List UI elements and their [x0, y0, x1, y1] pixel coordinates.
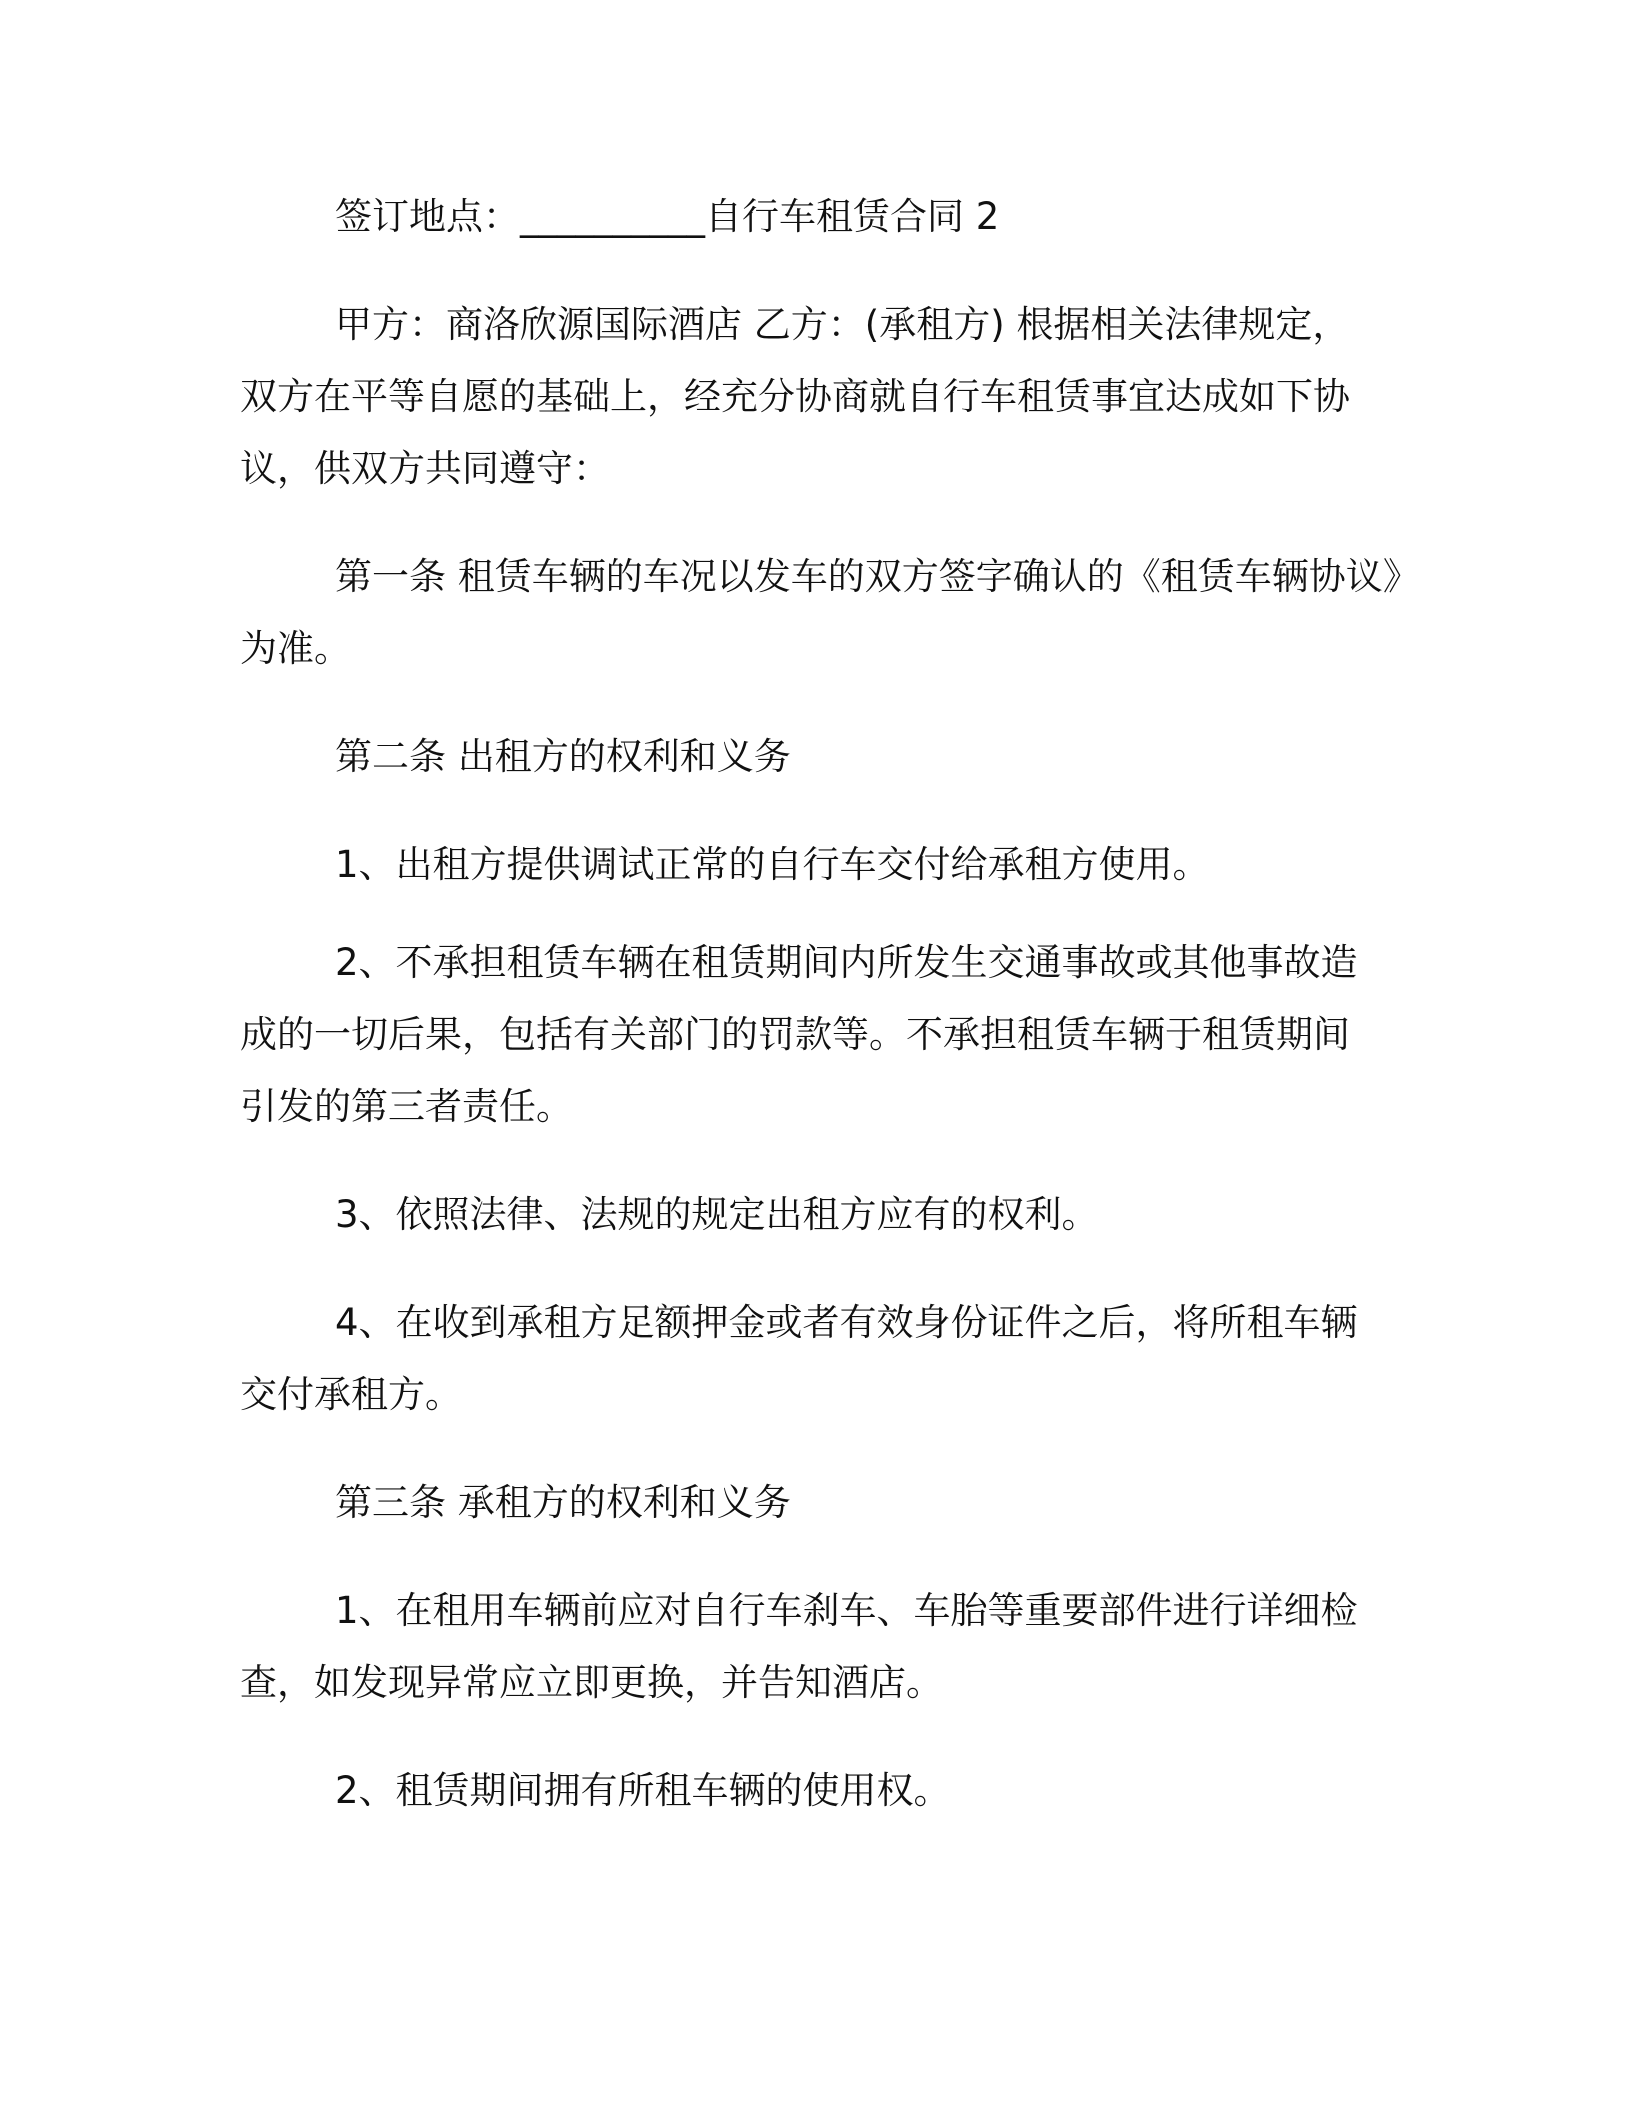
article-2-item-2-line-3: 引发的第三者责任。 [240, 1085, 573, 1128]
preamble-line-3: 议，供双方共同遵守： [240, 447, 610, 490]
article-2-item-2-line-1: 2、不承担租赁车辆在租赁期间内所发生交通事故或其他事故造 [335, 941, 1358, 984]
parties-line: 甲方：商洛欣源国际酒店 乙方：(承租方) 根据相关法律规定， [335, 303, 1350, 346]
article-2-item-4-line-1: 4、在收到承租方足额押金或者有效身份证件之后，将所租车辆 [335, 1301, 1358, 1344]
article-2-item-4-line-2: 交付承租方。 [240, 1373, 462, 1416]
signing-place-and-title: 签订地点：__________自行车租赁合同 2 [335, 195, 1000, 238]
article-3-heading: 第三条 承租方的权利和义务 [335, 1481, 791, 1524]
article-2-item-3: 3、依照法律、法规的规定出租方应有的权利。 [335, 1193, 1099, 1236]
article-3-item-2: 2、租赁期间拥有所租车辆的使用权。 [335, 1769, 951, 1812]
article-1-line-1: 第一条 租赁车辆的车况以发车的双方签字确认的《租赁车辆协议》 [335, 555, 1420, 598]
preamble-line-2: 双方在平等自愿的基础上，经充分协商就自行车租赁事宜达成如下协 [240, 375, 1350, 418]
article-2-item-2-line-2: 成的一切后果，包括有关部门的罚款等。不承担租赁车辆于租赁期间 [240, 1013, 1350, 1056]
article-2-item-1: 1、出租方提供调试正常的自行车交付给承租方使用。 [335, 843, 1210, 886]
article-2-heading: 第二条 出租方的权利和义务 [335, 735, 791, 778]
article-1-line-2: 为准。 [240, 627, 351, 670]
article-3-item-1-line-1: 1、在租用车辆前应对自行车刹车、车胎等重要部件进行详细检 [335, 1589, 1358, 1632]
article-3-item-1-line-2: 查，如发现异常应立即更换，并告知酒店。 [240, 1661, 943, 1704]
